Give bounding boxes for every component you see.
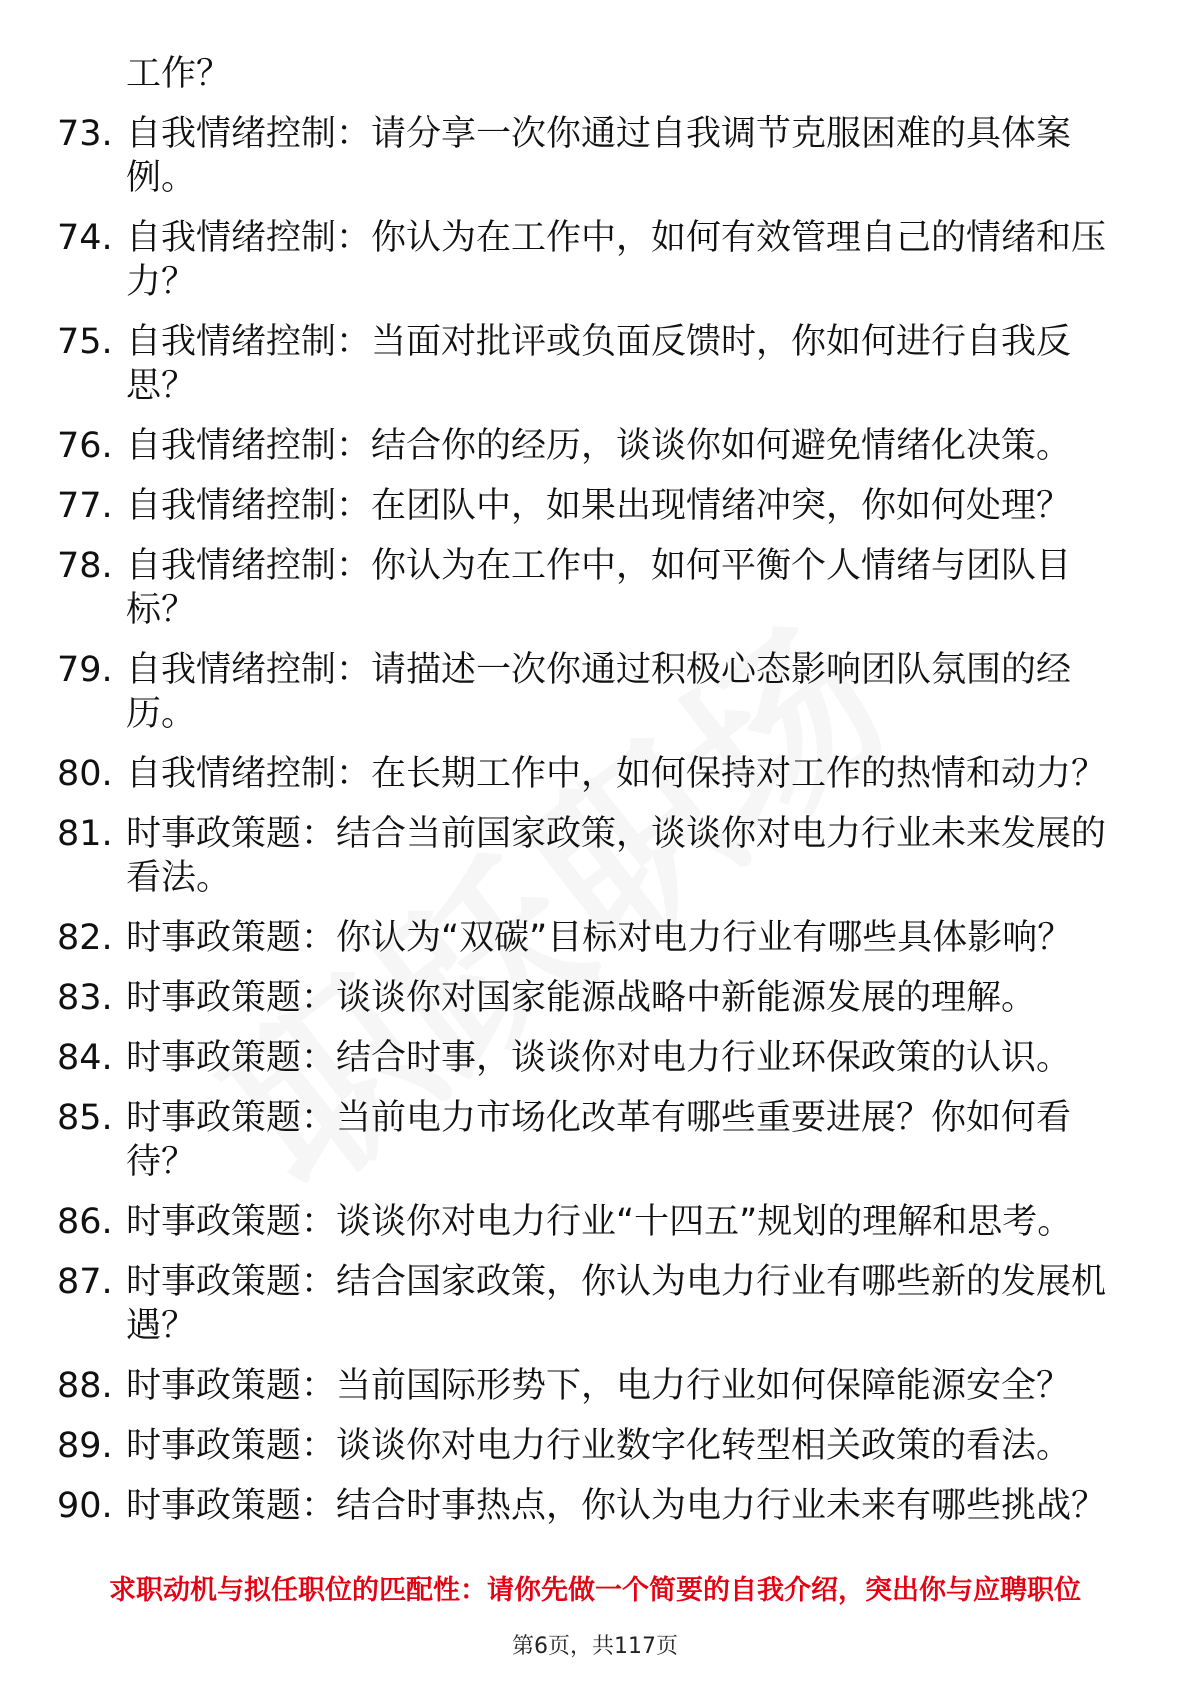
question-item [0, 916, 1190, 960]
question-text: 时事政策题：当前电力市场化改革有哪些重要进展？你如何看待？ [126, 1098, 1072, 1182]
question-number: 86. [57, 1202, 113, 1242]
question-text: 时事政策题：谈谈你对国家能源战略中新能源发展的理解。 [126, 978, 1037, 1018]
question-text: 自我情绪控制：请分享一次你通过自我调节克服困难的具体案例。 [126, 114, 1072, 198]
question-item [0, 1364, 1190, 1408]
question-number: 84. [57, 1038, 113, 1078]
question-item [0, 648, 1190, 736]
question-text: 自我情绪控制：你认为在工作中，如何平衡个人情绪与团队目标？ [126, 546, 1072, 630]
question-text: 时事政策题：结合时事热点，你认为电力行业未来有哪些挑战？ [126, 1486, 1107, 1526]
question-text: 时事政策题：结合国家政策，你认为电力行业有哪些新的发展机遇？ [126, 1262, 1107, 1346]
question-text: 时事政策题：谈谈你对电力行业数字化转型相关政策的看法。 [126, 1426, 1072, 1466]
question-item [0, 216, 1190, 304]
question-item [0, 484, 1190, 528]
question-item [0, 752, 1190, 796]
question-number: 85. [57, 1098, 113, 1138]
highlighted-footer-question: 求职动机与拟任职位的匹配性：请你先做一个简要的自我介绍，突出你与应聘职位 [109, 1575, 1081, 1606]
question-item [0, 1200, 1190, 1244]
question-number: 81. [57, 814, 113, 854]
question-item [0, 1260, 1190, 1348]
question-text: 时事政策题：当前国际形势下，电力行业如何保障能源安全？ [126, 1366, 1072, 1406]
question-text: 自我情绪控制：结合你的经历，谈谈你如何避免情绪化决策。 [126, 426, 1072, 466]
question-item [0, 1424, 1190, 1468]
question-number: 80. [57, 754, 113, 794]
question-number: 89. [57, 1426, 113, 1466]
question-item [0, 1036, 1190, 1080]
continued-question-text: 工作？ [126, 54, 232, 94]
question-item [0, 812, 1190, 900]
question-number: 77. [57, 486, 113, 526]
question-number: 87. [57, 1262, 113, 1302]
question-list [0, 112, 1190, 1544]
question-text: 自我情绪控制：在长期工作中，如何保持对工作的热情和动力？ [126, 754, 1107, 794]
question-text: 自我情绪控制：请描述一次你通过积极心态影响团队氛围的经历。 [126, 650, 1072, 734]
question-number: 79. [57, 650, 113, 690]
question-number: 75. [57, 322, 113, 362]
question-item [0, 424, 1190, 468]
question-text: 自我情绪控制：在团队中，如果出现情绪冲突，你如何处理？ [126, 486, 1072, 526]
question-number: 73. [57, 114, 113, 154]
question-number: 82. [57, 918, 113, 958]
question-text: 自我情绪控制：当面对批评或负面反馈时，你如何进行自我反思？ [126, 322, 1072, 406]
question-text: 时事政策题：结合当前国家政策，谈谈你对电力行业未来发展的看法。 [126, 814, 1107, 898]
question-number: 76. [57, 426, 113, 466]
page-number: 第6页，共117页 [512, 1634, 678, 1659]
question-item [0, 1096, 1190, 1184]
question-number: 90. [57, 1486, 113, 1526]
question-text: 时事政策题：谈谈你对电力行业“十四五”规划的理解和思考。 [126, 1202, 1073, 1242]
question-text: 自我情绪控制：你认为在工作中，如何有效管理自己的情绪和压力？ [126, 218, 1107, 302]
question-item [0, 544, 1190, 632]
question-text: 时事政策题：你认为“双碳”目标对电力行业有哪些具体影响？ [126, 918, 1073, 958]
question-item [0, 1484, 1190, 1528]
question-item [0, 976, 1190, 1020]
question-number: 74. [57, 218, 113, 258]
question-number: 78. [57, 546, 113, 586]
question-item [0, 320, 1190, 408]
question-number: 83. [57, 978, 113, 1018]
question-number: 88. [57, 1366, 113, 1406]
question-item [0, 112, 1190, 200]
question-text: 时事政策题：结合时事，谈谈你对电力行业环保政策的认识。 [126, 1038, 1072, 1078]
